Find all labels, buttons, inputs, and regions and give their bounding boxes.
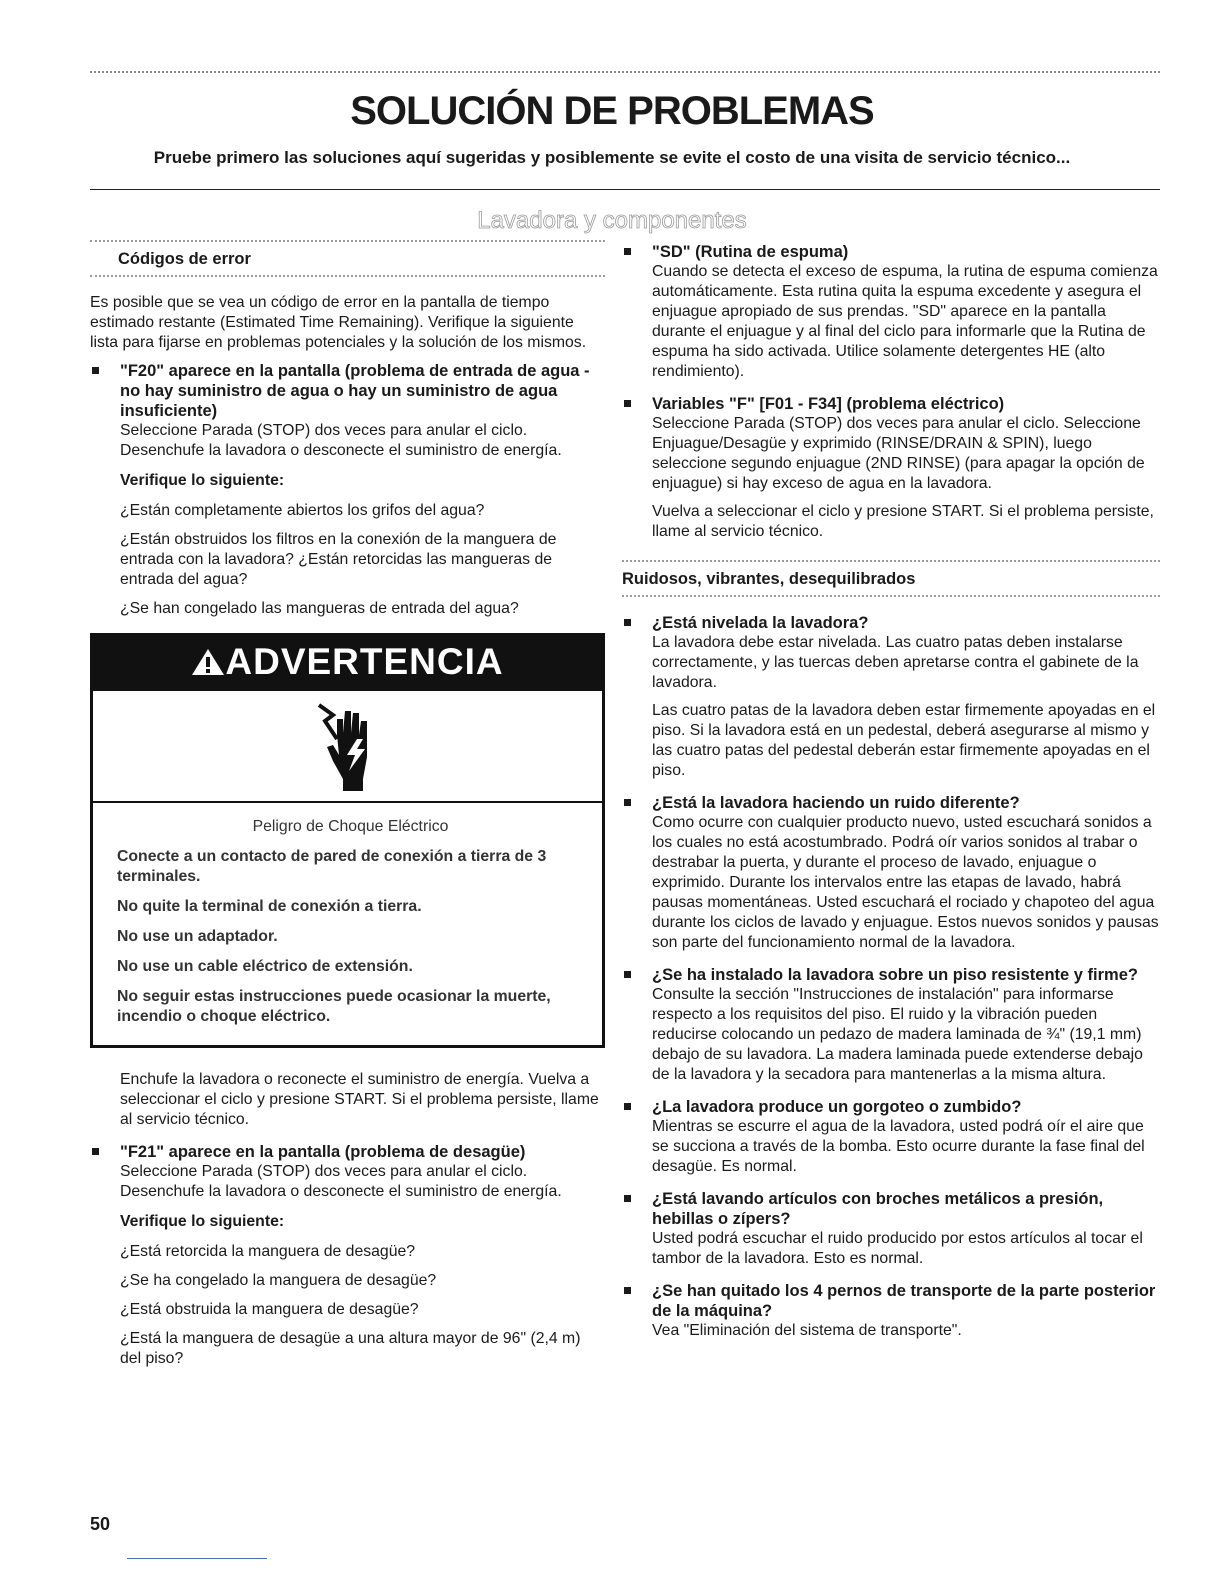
page-number: 50 — [90, 1514, 111, 1534]
bullet-icon — [624, 971, 631, 978]
noise-item-body: Como ocurre con cualquier producto nuevo, usted escuchará sonidos a los cuales no está acostumbrado. Podrá oír varios sonidos al trabar o destrabar la puerta, y durante el proceso de lavado, enjuague o exprimido. Durante los intervalos entre las etapas de lavado, habrá pausas momentáneas. Usted escuchará el rociado y chapoteo del agua durante los ciclos de lavado y enjuague. Estos nuevos sonidos y pausas son parte del funcionamiento normal de la lavadora. — [652, 814, 1159, 951]
noise-item-body: Vea "Eliminación del sistema de transporte". — [652, 1322, 962, 1339]
f21-check: ¿Está obstruida la manguera de desagüe? — [120, 1301, 419, 1318]
warning-icon-area — [93, 688, 602, 803]
warning-box — [90, 633, 605, 1048]
f-variables-body-2: Vuelva a seleccionar el ciclo y presione START. Si el problema persiste, llame al servicio técnico. — [652, 503, 1154, 540]
hazard-title: Peligro de Choque Eléctrico — [252, 818, 449, 835]
noise-item-body: Usted podrá escuchar el ruido producido por estos artículos al tocar el tambor de la lavadora. Esto es normal. — [652, 1230, 1143, 1267]
bullet-icon — [624, 1103, 631, 1110]
noise-item-body: Consulte la sección "Instrucciones de instalación" para informarse respecto a los requisitos del piso. El ruido y la vibración pueden reducirse colocando un pedazo de madera laminada de ¾" (19,1 mm) debajo de su lavadora. La madera laminada puede extenderse debajo de la lavadora y la secadora para mantenerlas a la misma altura. — [652, 986, 1143, 1083]
noise-item — [622, 1097, 1160, 1177]
noise-heading: Ruidosos, vibrantes, desequilibrados — [622, 560, 1160, 597]
warning-heading: ADVERTENCIA — [225, 641, 504, 682]
bullet-icon — [624, 1195, 631, 1202]
warning-line: Conecte a un contacto de pared de conexión a tierra de 3 terminales. — [117, 848, 547, 885]
error-codes-intro: Es posible que se vea un código de error en la pantalla de tiempo estimado restante (Estimated Time Remaining). Verifique la siguiente lista para fijarse en problemas potenciales y la solución de los mismos. — [90, 294, 587, 351]
sd-body: Cuando se detecta el exceso de espuma, la rutina de espuma comienza automáticamente. Esta rutina quita la espuma excedente y asegura el enjuague apropiado de sus prendas. "SD" aparece en la pantalla durante el enjuague y al final del ciclo para informarle que la Rutina de espuma ha sido activada. Utilice solamente detergentes HE (alto rendimiento). — [652, 263, 1158, 380]
warning-triangle-icon — [191, 647, 225, 677]
noise-item-title: ¿Está la lavadora haciendo un ruido diferente? — [652, 794, 1020, 812]
noise-item-title: ¿La lavadora produce un gorgoteo o zumbido? — [652, 1098, 1022, 1116]
title-rule — [90, 189, 1160, 190]
f20-check: ¿Están obstruidos los filtros en la conexión de la manguera de entrada con la lavadora? ¿Están retorcidas las mangueras de entrada del agua? — [120, 531, 557, 588]
bullet-icon — [624, 248, 631, 255]
warning-line: No quite la terminal de conexión a tierra. — [117, 898, 422, 915]
noise-item — [622, 1189, 1160, 1269]
noise-item-title: ¿Se han quitado los 4 pernos de transporte de la parte posterior de la máquina? — [652, 1282, 1156, 1320]
page-title: SOLUCIÓN DE PROBLEMAS — [350, 89, 874, 133]
noise-item-body: La lavadora debe estar nivelada. Las cuatro patas deben instalarse correctamente, y las tuercas deben apretarse contra el gabinete de la lavadora. — [652, 634, 1139, 691]
f21-body: Seleccione Parada (STOP) dos veces para anular el ciclo. Desenchufe la lavadora o desconecte el suministro de energía. — [120, 1163, 562, 1200]
noise-item — [622, 793, 1160, 953]
noise-item — [622, 613, 1160, 781]
warning-line: No seguir estas instrucciones puede ocasionar la muerte, incendio o choque eléctrico. — [117, 988, 551, 1025]
bullet-icon — [92, 367, 99, 374]
f20-check: ¿Están completamente abiertos los grifos del agua? — [120, 502, 485, 519]
bullet-icon — [624, 619, 631, 626]
f21-item — [90, 1142, 605, 1369]
noise-item-title: ¿Se ha instalado la lavadora sobre un piso resistente y firme? — [652, 966, 1138, 984]
after-warning-text: Enchufe la lavadora o reconecte el suministro de energía. Vuelva a seleccionar el ciclo y presione START. Si el problema persiste, llame al servicio técnico. — [120, 1071, 599, 1128]
f20-check: ¿Se han congelado las mangueras de entrada del agua? — [120, 600, 519, 617]
f21-check-heading: Verifique lo siguiente: — [120, 1213, 285, 1230]
noise-item-body-2: Las cuatro patas de la lavadora deben estar firmemente apoyadas en el piso. Si la lavadora está en un pedestal, deberá asegurarse al mismo y las cuatro patas del pedestal deberán estar firmemente apoyadas en el piso. — [652, 702, 1156, 779]
page-subtitle: Pruebe primero las soluciones aquí sugeridas y posiblemente se evite el costo de una visita de servicio técnico... — [153, 148, 1071, 167]
warning-line: No use un cable eléctrico de extensión. — [117, 958, 413, 975]
f-variables-body: Seleccione Parada (STOP) dos veces para anular el ciclo. Seleccione Enjuague/Desagüe y exprimido (RINSE/DRAIN & SPIN), luego seleccione segundo enjuague (2ND RINSE) (para apagar la opción de enjuague) si hay exceso de agua en la lavadora. — [652, 415, 1145, 492]
noise-item — [622, 965, 1160, 1085]
sd-title: "SD" (Rutina de espuma) — [652, 243, 849, 261]
noise-item-title: ¿Está nivelada la lavadora? — [652, 614, 869, 632]
f20-body: Seleccione Parada (STOP) dos veces para anular el ciclo. Desenchufe la lavadora o desconecte el suministro de energía. — [120, 422, 562, 459]
left-column — [90, 240, 605, 1381]
f-variables-item — [622, 394, 1160, 542]
warning-text — [93, 803, 602, 1045]
bullet-icon — [624, 799, 631, 806]
section-heading: Lavadora y componentes — [477, 207, 747, 234]
sd-item — [622, 242, 1160, 382]
right-column — [622, 242, 1160, 1353]
warning-header — [93, 636, 602, 688]
bullet-icon — [92, 1148, 99, 1155]
bullet-icon — [624, 1287, 631, 1294]
f21-check: ¿Está la manguera de desagüe a una altura mayor de 96" (2,4 m) del piso? — [120, 1330, 581, 1367]
top-dotted-rule — [90, 71, 1160, 73]
noise-item-title: ¿Está lavando artículos con broches metálicos a presión, hebillas o zípers? — [652, 1190, 1104, 1228]
bullet-icon — [624, 400, 631, 407]
f21-check: ¿Está retorcida la manguera de desagüe? — [120, 1243, 416, 1260]
warning-line: No use un adaptador. — [117, 928, 278, 945]
f20-check-heading: Verifique lo siguiente: — [120, 472, 285, 489]
error-codes-heading: Códigos de error — [90, 240, 605, 277]
f-variables-title: Variables "F" [F01 - F34] (problema eléctrico) — [652, 395, 1005, 413]
f21-title: "F21" aparece en la pantalla (problema de desagüe) — [120, 1143, 526, 1161]
noise-item — [622, 1281, 1160, 1341]
electric-shock-hand-icon — [313, 699, 383, 793]
f20-title: "F20" aparece en la pantalla (problema de entrada de agua - no hay suministro de agua o hay un suministro de agua insuficiente) — [120, 362, 590, 420]
noise-item-body: Mientras se escurre el agua de la lavadora, usted podrá oír el aire que se succiona a través de la bomba. Esto ocurre durante la fase final del desagüe. Es normal. — [652, 1118, 1145, 1175]
f21-check: ¿Se ha congelado la manguera de desagüe? — [120, 1272, 437, 1289]
bottom-line — [127, 1558, 267, 1559]
f20-item — [90, 361, 605, 619]
